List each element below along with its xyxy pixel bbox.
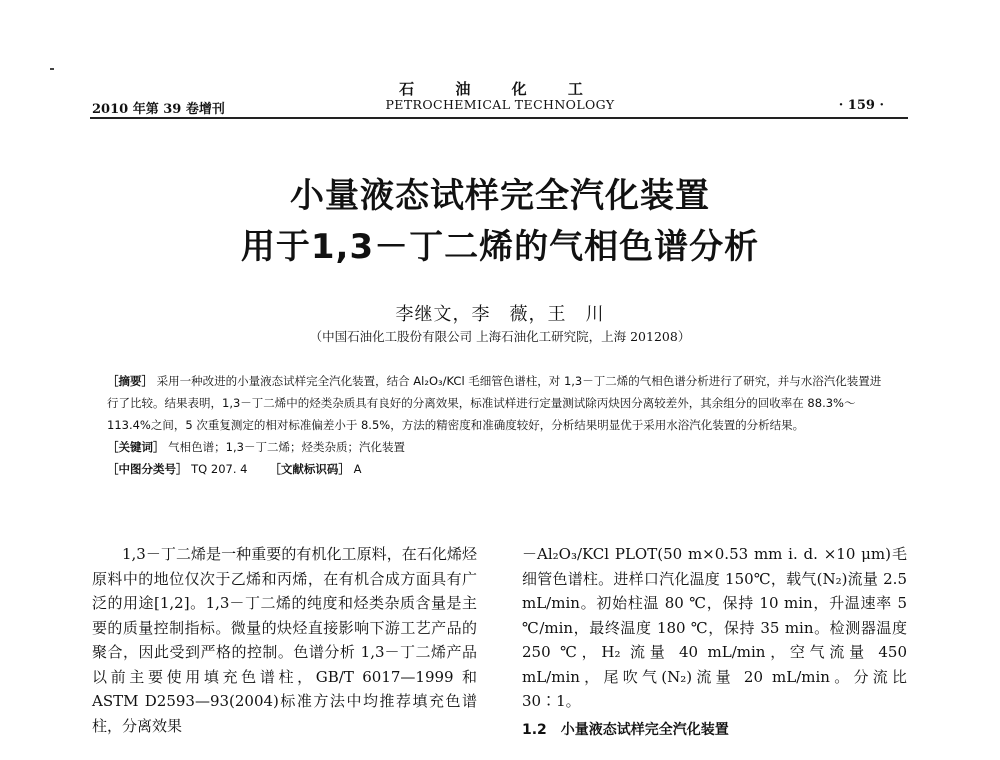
keywords-line (107, 436, 889, 458)
doc-code: A (353, 462, 362, 476)
margin-mark (50, 68, 54, 70)
issue-info: 2010 年第 39 卷增刊 (92, 102, 225, 117)
keywords: 气相色谱；1,3－丁二烯；烃类杂质；汽化装置 (168, 440, 405, 454)
classification-line (107, 458, 889, 480)
abstract-label: ［摘要］ (107, 374, 153, 388)
body-column-right (522, 542, 907, 742)
author-list: 李继文，李 薇，王 川 (395, 304, 605, 325)
header-rule (90, 117, 908, 119)
journal-title-cn: 石 油 化 工 (399, 80, 601, 98)
affiliation: （中国石油化工股份有限公司 上海石油化工研究院，上海 201208） (309, 329, 691, 344)
article-title-line2: 用于1,3－丁二烯的气相色谱分析 (240, 227, 760, 267)
body-column-left (92, 542, 477, 738)
method-paragraph: －Al₂O₃/KCl PLOT(50 m×0.53 mm i. d. ×10 μm)毛细管色谱柱。进样口汽化温度 150℃，载气(N₂)流量 2.5 mL/min。初始柱温 80 ℃，保持 10 min，升温速率 5 ℃/min，最终温度 180 ℃，保持 35 min。检测器温度 250 ℃，H₂ 流量 40 mL/min，空气流量 450 mL/min，尾吹气(N₂)流量 20 mL/min。分流比 30∶1。 (522, 545, 907, 710)
class-label: ［中图分类号］ (107, 462, 188, 476)
keywords-label: ［关键词］ (107, 440, 165, 454)
doc-code-label: ［文献标识码］ (269, 462, 350, 476)
section-heading: 1.2 小量液态试样完全汽化装置 (522, 721, 729, 738)
intro-paragraph: 1,3－丁二烯是一种重要的有机化工原料，在石化烯烃原料中的地位仅次于乙烯和丙烯，在有机合成方面具有广泛的用途[1,2]。1,3－丁二烯的纯度和烃类杂质含量是主要的质量控制指标。微量的炔烃直接影响下游工艺产品的聚合，因此受到严格的控制。色谱分析 1,3－丁二烯产品以前主要使用填充色谱柱，GB/T 6017—1999 和 ASTM D2593—93(2004)标准方法中均推荐填充色谱柱，分离效果 (92, 545, 477, 735)
journal-title-en: PETROCHEMICAL TECHNOLOGY (385, 97, 615, 112)
article-title-line1: 小量液态试样完全汽化装置 (290, 176, 710, 216)
class-code: TQ 207. 4 (191, 462, 248, 476)
abstract-paragraph (107, 370, 889, 436)
page-number: · 159 · (838, 98, 884, 113)
abstract-text: 采用一种改进的小量液态试样完全汽化装置，结合 Al₂O₃/KCl 毛细管色谱柱，对 1,3－丁二烯的气相色谱分析进行了研究，并与水浴汽化装置进行了比较。结果表明，1,3－丁二烯中的烃类杂质具有良好的分离效果，标准试样进行定量测试除丙炔因分离较差外，其余组分的回收率在 88.3%～113.4%之间，5 次重复测定的相对标准偏差小于 8.5%，方法的精密度和准确度较好，分析结果明显优于采用水浴汽化装置的分析结果。 (107, 374, 882, 432)
abstract-block (107, 370, 889, 480)
